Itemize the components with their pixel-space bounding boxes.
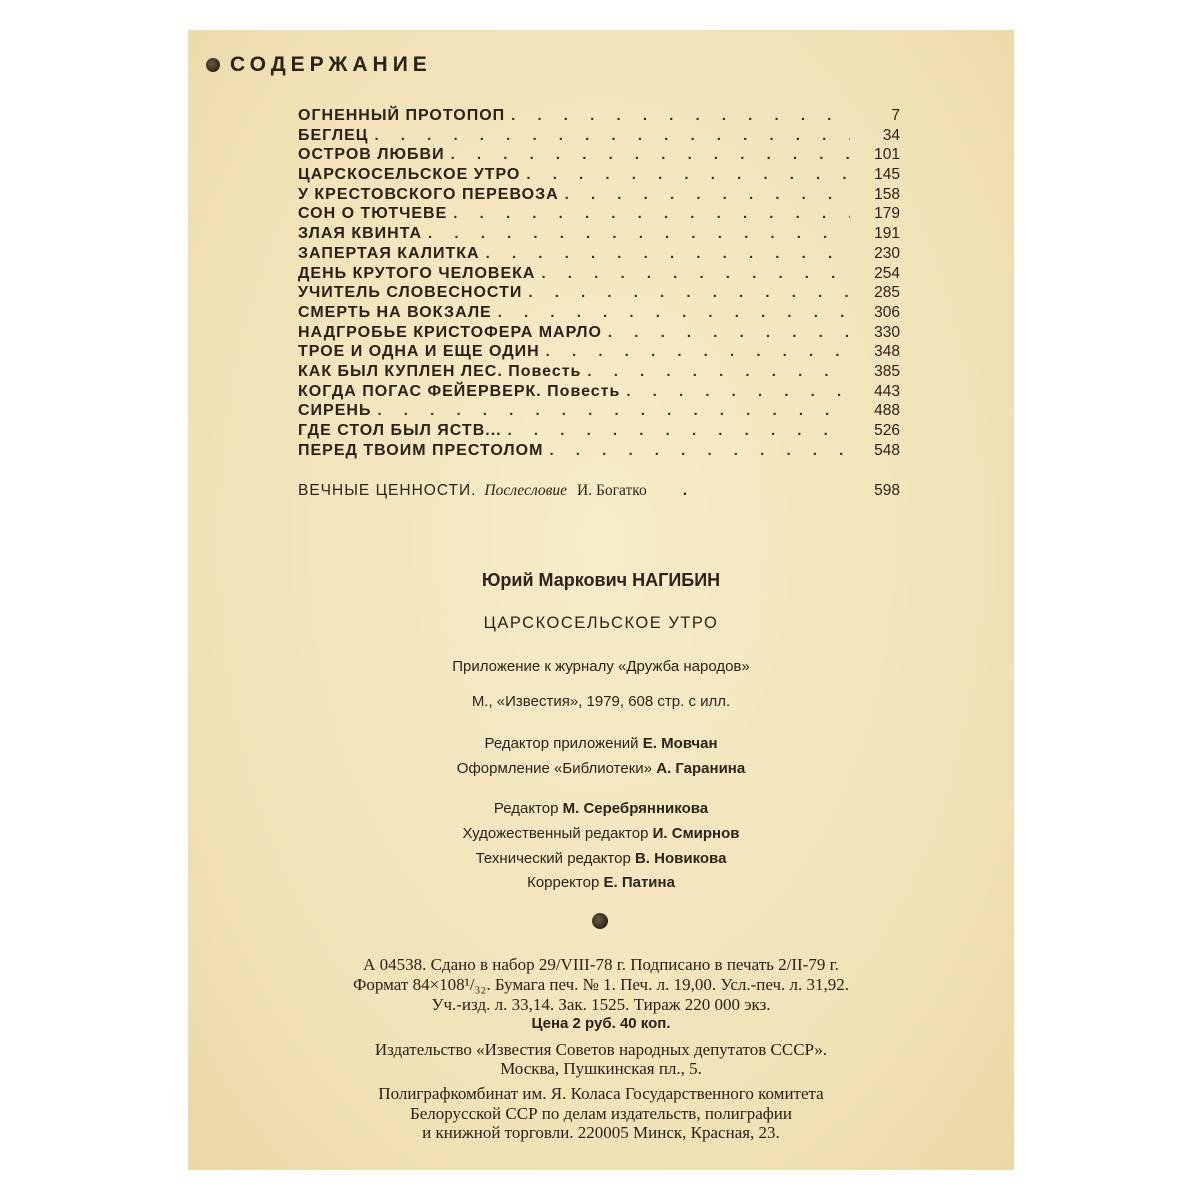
toc-row <box>298 146 900 166</box>
toc-leader <box>508 422 850 439</box>
imprint-line: Белорусской ССР по делам издательств, полиграфии <box>409 1104 793 1123</box>
toc-leader <box>541 265 850 282</box>
book-author <box>188 570 1014 591</box>
toc-row <box>298 265 900 285</box>
credit-role: Художественный редактор <box>462 825 649 842</box>
author-name: Юрий Маркович <box>481 570 628 590</box>
afterword-author: И. Богатко <box>577 482 647 499</box>
toc-row <box>298 225 900 245</box>
credit-name: И. Смирнов <box>652 825 740 842</box>
toc-page: 179 <box>874 205 900 223</box>
toc-title: У КРЕСТОВСКОГО ПЕРЕВОЗА <box>298 185 559 203</box>
toc-row <box>298 166 900 186</box>
toc-row <box>298 205 900 225</box>
toc-page: 285 <box>874 284 900 302</box>
toc-row <box>298 304 900 324</box>
credit-line <box>188 800 1014 817</box>
toc-page: 191 <box>874 225 900 243</box>
toc-leader <box>486 245 850 262</box>
toc-page: 385 <box>874 362 900 380</box>
imprint-line: Уч.-изд. л. 33,14. Зак. 1525. Тираж 220 000 экз. <box>431 995 771 1014</box>
toc-title: УЧИТЕЛЬ СЛОВЕСНОСТИ <box>298 284 523 302</box>
imprint-line: А 04538. Сдано в набор 29/VIII-78 г. Подписано в печать 2/II-79 г. <box>363 955 839 974</box>
price-line: Цена 2 руб. 40 коп. <box>531 1015 671 1032</box>
toc-row <box>298 383 900 403</box>
publication-info: М., «Известия», 1979, 608 стр. с илл. <box>471 693 731 710</box>
toc-title: ЗЛАЯ КВИНТА <box>298 225 423 243</box>
toc-page: 348 <box>874 343 900 361</box>
afterword-page: 598 <box>874 482 900 499</box>
toc-row <box>298 186 900 206</box>
toc-page: 34 <box>882 126 900 144</box>
toc-row <box>298 363 900 383</box>
toc-leader <box>451 146 850 163</box>
credit-name: А. Гаранина <box>656 760 746 777</box>
credit-role: Технический редактор <box>475 850 631 867</box>
credit-name: Е. Мовчан <box>642 735 718 752</box>
author-surname: НАГИБИН <box>632 570 721 590</box>
divider-ornament-icon <box>592 913 608 929</box>
book-title: ЦАРСКОСЕЛЬСКОЕ УТРО <box>483 614 719 632</box>
contents-heading <box>206 50 432 80</box>
toc-leader <box>546 343 850 360</box>
toc-leader <box>498 304 850 321</box>
toc-page: 7 <box>891 107 900 124</box>
toc-row <box>298 422 900 442</box>
credit-name: М. Серебрянникова <box>562 800 709 817</box>
toc-page: 526 <box>874 422 900 439</box>
imprint-line: и книжной торговли. 220005 Минск, Красная, 23. <box>422 1123 780 1142</box>
toc-row <box>298 442 900 462</box>
imprint-line: Формат 84×108¹/₃₂. Бумага печ. № 1. Печ. л. 19,00. Усл.-печ. л. 31,92. <box>352 975 850 994</box>
credit-line <box>188 874 1014 891</box>
toc-leader <box>526 166 850 183</box>
toc-title: ОГНЕННЫЙ ПРОТОПОП <box>298 107 506 124</box>
credit-name: Е. Патина <box>603 874 675 891</box>
credit-line <box>188 760 1014 777</box>
table-of-contents <box>298 107 900 461</box>
toc-leader <box>377 402 850 419</box>
toc-row <box>298 127 900 147</box>
toc-title: БЕГЛЕЦ <box>298 126 369 144</box>
credit-role: Редактор приложений <box>484 735 639 752</box>
imprint-line: Издательство «Известия Советов народных депутатов СССР». <box>374 1040 828 1059</box>
toc-page: 254 <box>874 264 900 282</box>
credit-line <box>188 825 1014 842</box>
toc-page: 443 <box>874 382 900 400</box>
toc-title: ТРОЕ И ОДНА И ЕЩЕ ОДИН <box>298 343 540 361</box>
credit-line <box>188 735 1014 752</box>
toc-page: 145 <box>874 166 900 184</box>
toc-row <box>298 107 900 127</box>
toc-row <box>298 343 900 363</box>
afterword-entry <box>298 482 900 504</box>
toc-page: 488 <box>874 402 900 420</box>
afterword-subtitle: Послесловие <box>484 482 568 499</box>
toc-title: НАДГРОБЬЕ КРИСТОФЕРА МАРЛО <box>298 323 602 341</box>
toc-leader <box>374 127 850 144</box>
bullet-ornament-icon <box>206 58 220 72</box>
toc-leader <box>453 205 850 222</box>
credit-line <box>188 850 1014 867</box>
toc-leader <box>511 107 850 124</box>
toc-leader <box>549 442 850 459</box>
toc-title: ГДЕ СТОЛ БЫЛ ЯСТВ... <box>298 422 502 439</box>
toc-leader <box>608 324 850 341</box>
toc-leader <box>626 383 850 400</box>
toc-title: ЗАПЕРТАЯ КАЛИТКА <box>298 244 480 262</box>
toc-page: 158 <box>874 185 900 203</box>
toc-page: 548 <box>874 441 900 459</box>
toc-row <box>298 284 900 304</box>
imprint-line: Полиграфкомбинат им. Я. Коласа Государственного комитета <box>378 1084 824 1103</box>
toc-row <box>298 402 900 422</box>
toc-row <box>298 245 900 265</box>
toc-title: СМЕРТЬ НА ВОКЗАЛЕ <box>298 303 492 321</box>
toc-leader <box>565 186 850 203</box>
supplement-note: Приложение к журналу «Дружба народов» <box>452 658 750 675</box>
toc-page: 230 <box>874 244 900 262</box>
toc-title: СИРЕНЬ <box>298 402 372 420</box>
toc-page: 330 <box>874 323 900 341</box>
toc-row <box>298 324 900 344</box>
credit-role: Оформление «Библиотеки» <box>456 760 653 777</box>
credit-role: Редактор <box>493 800 559 817</box>
toc-title: ОСТРОВ ЛЮБВИ <box>298 146 445 164</box>
toc-leader <box>428 225 850 242</box>
toc-title: ПЕРЕД ТВОИМ ПРЕСТОЛОМ <box>298 441 544 459</box>
afterword-title: ВЕЧНЫЕ ЦЕННОСТИ. <box>298 482 477 499</box>
toc-title: КАК БЫЛ КУПЛЕН ЛЕС. Повесть <box>298 362 582 380</box>
toc-page: 306 <box>874 303 900 321</box>
afterword-leader: . <box>682 482 688 499</box>
toc-leader <box>587 363 850 380</box>
contents-heading-text: СОДЕРЖАНИЕ <box>230 53 432 76</box>
toc-title: КОГДА ПОГАС ФЕЙЕРВЕРК. Повесть <box>298 382 621 400</box>
toc-page: 101 <box>874 146 900 164</box>
toc-title: ДЕНЬ КРУТОГО ЧЕЛОВЕКА <box>298 264 536 282</box>
toc-title: ЦАРСКОСЕЛЬСКОЕ УТРО <box>298 166 521 184</box>
credit-name: В. Новикова <box>634 850 727 867</box>
credit-role: Корректор <box>527 874 600 891</box>
imprint-line: Москва, Пушкинская пл., 5. <box>500 1059 702 1078</box>
toc-title: СОН О ТЮТЧЕВЕ <box>298 205 448 223</box>
toc-leader <box>528 284 850 301</box>
